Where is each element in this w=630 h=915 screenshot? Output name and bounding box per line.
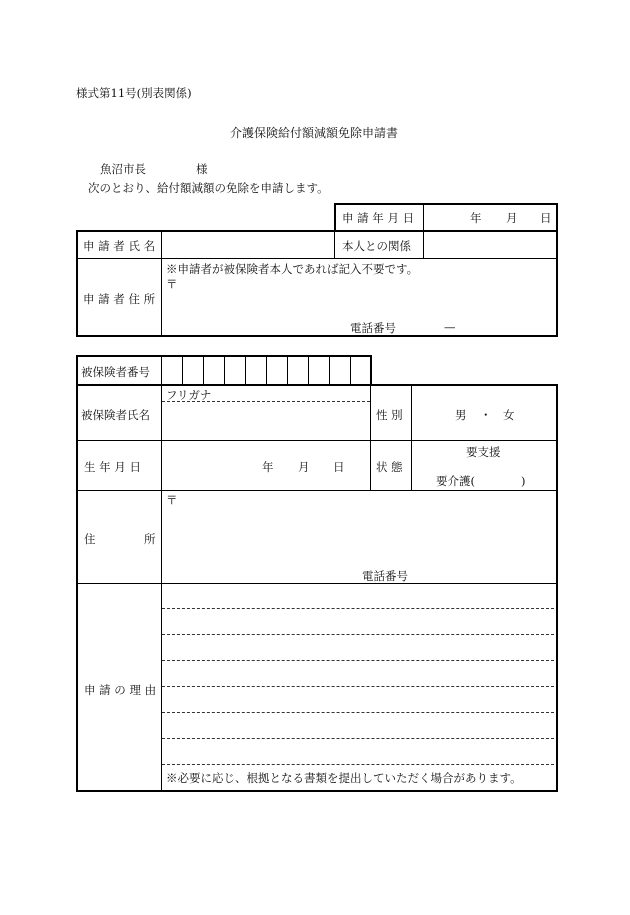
digit-cell xyxy=(329,357,350,384)
address-label-right: 所 xyxy=(144,532,156,546)
applicant-phone-label: 電話番号 xyxy=(350,321,396,335)
gender-separator: ・ xyxy=(480,408,492,422)
digit-cell xyxy=(350,357,371,384)
divider xyxy=(423,204,424,231)
dob-day-unit: 日 xyxy=(333,460,345,474)
date-month-unit: 月 xyxy=(506,211,518,225)
insured-postal-mark: 〒 xyxy=(166,493,178,507)
applicant-name-label: 申 請 者 氏 名 xyxy=(83,239,156,253)
form-number: 様式第11号(別表関係) xyxy=(76,86,192,100)
relation-label: 本人との関係 xyxy=(342,239,411,253)
insured-name-field[interactable] xyxy=(163,402,369,439)
date-year-unit: 年 xyxy=(470,211,482,225)
intro-text: 次のとおり、給付額減額の免除を申請します。 xyxy=(88,181,329,195)
application-date-label: 申 請 年 月 日 xyxy=(342,211,415,225)
status-label: 状 態 xyxy=(376,460,403,474)
addressee-mayor: 魚沼市長 xyxy=(100,162,146,176)
divider xyxy=(411,385,412,490)
insured-address-field[interactable] xyxy=(180,492,552,564)
application-date-field[interactable] xyxy=(425,205,555,230)
digit-cell xyxy=(224,357,245,384)
page-title: 介護保険給付額減額免除申請書 xyxy=(230,126,399,140)
divider xyxy=(423,231,424,258)
divider xyxy=(161,231,162,336)
divider xyxy=(334,231,335,258)
insured-number-cells[interactable] xyxy=(161,357,371,384)
divider xyxy=(77,490,557,491)
insured-name-label: 被保険者氏名 xyxy=(81,408,150,422)
applicant-address-field[interactable] xyxy=(180,276,552,316)
divider xyxy=(77,583,557,584)
furigana-label: フリガナ xyxy=(166,388,212,402)
applicant-address-note: ※申請者が被保険者本人であれば記入不要です。 xyxy=(166,262,419,276)
digit-cell xyxy=(203,357,224,384)
applicant-phone-field[interactable] xyxy=(402,318,552,334)
status-care-option[interactable]: 要介護( ) xyxy=(436,474,526,488)
divider xyxy=(161,385,162,791)
applicant-name-field[interactable] xyxy=(163,232,333,257)
reason-note: ※必要に応じ、根拠となる書類を提出していただく場合があります。 xyxy=(166,771,522,785)
phone-separator: — xyxy=(444,320,456,334)
dob-year-unit: 年 xyxy=(262,460,274,474)
gender-female-option[interactable]: 女 xyxy=(503,408,515,422)
gender-male-option[interactable]: 男 xyxy=(455,408,467,422)
insured-phone-field[interactable] xyxy=(414,566,552,582)
gender-label: 性 別 xyxy=(376,408,403,422)
relation-field[interactable] xyxy=(425,232,555,257)
divider xyxy=(370,385,371,490)
insured-number-label: 被保険者番号 xyxy=(81,365,150,379)
insured-phone-label: 電話番号 xyxy=(362,569,408,583)
date-day-unit: 日 xyxy=(540,211,552,225)
dob-month-unit: 月 xyxy=(298,460,310,474)
digit-cell xyxy=(182,357,203,384)
address-label-left: 住 xyxy=(84,532,96,546)
applicant-address-label: 申 請 者 住 所 xyxy=(83,292,156,306)
digit-cell xyxy=(161,357,182,384)
digit-cell xyxy=(266,357,287,384)
digit-cell xyxy=(308,357,329,384)
dob-label: 生 年 月 日 xyxy=(84,460,141,474)
reason-label: 申 請 の 理 由 xyxy=(84,683,157,697)
reason-field[interactable] xyxy=(163,585,555,765)
digit-cell xyxy=(287,357,308,384)
status-support-option[interactable]: 要支援 xyxy=(466,445,501,459)
divider xyxy=(77,440,557,441)
divider xyxy=(77,258,557,259)
digit-cell xyxy=(245,357,266,384)
addressee-honorific: 様 xyxy=(196,162,208,176)
dob-field[interactable] xyxy=(163,442,369,489)
postal-mark: 〒 xyxy=(166,277,178,291)
